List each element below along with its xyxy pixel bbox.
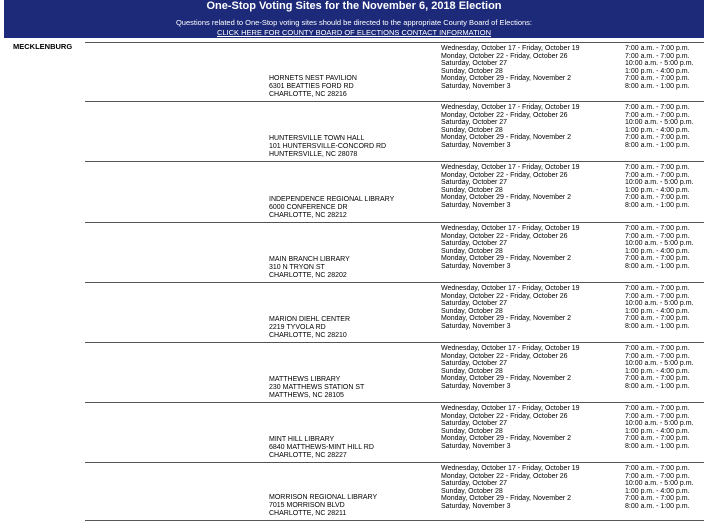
schedule-date-range: Saturday, October 27 [441, 60, 508, 68]
schedule-date-range: Monday, October 22 - Friday, October 26 [441, 292, 568, 300]
schedule-time-range: 7:00 a.m. - 7:00 p.m. [625, 345, 690, 352]
site-location [269, 436, 374, 461]
schedule-date-range: Wednesday, October 17 - Friday, October 19 [441, 225, 580, 232]
schedule-date-range: Sunday, October 28 [441, 247, 503, 255]
schedule-date-range: Monday, October 29 - Friday, November 2 [441, 435, 572, 443]
schedule-date-range: Sunday, October 28 [441, 367, 503, 375]
schedule-date-range: Sunday, October 28 [441, 487, 503, 495]
schedule-time-range: 10:00 a.m. - 5:00 p.m. [625, 240, 694, 248]
schedule-date-range: Saturday, October 27 [441, 360, 508, 368]
schedule-time-range: 8:00 a.m. - 1:00 p.m. [625, 502, 690, 510]
site-schedule-times [625, 405, 693, 450]
site-schedule-times [625, 45, 693, 90]
site-schedule-dates [441, 465, 580, 510]
schedule-date-range: Monday, October 29 - Friday, November 2 [441, 375, 572, 383]
site-schedule-dates [441, 104, 580, 149]
schedule-date-range: Monday, October 22 - Friday, October 26 [441, 171, 568, 179]
schedule-time-range: 7:00 a.m. - 7:00 p.m. [625, 435, 690, 443]
bottom-divider [85, 520, 704, 521]
site-city: CHARLOTTE, NC 28216 [269, 91, 347, 99]
schedule-time-range: 1:00 p.m. - 4:00 p.m. [625, 427, 690, 435]
schedule-time-range: 1:00 p.m. - 4:00 p.m. [625, 487, 690, 495]
schedule-date-range: Monday, October 22 - Friday, October 26 [441, 111, 568, 119]
site-block [85, 101, 704, 162]
header-subtitle: Questions related to One-Stop voting sites should be directed to the appropriate County Board of Elections: [175, 18, 533, 27]
schedule-date-range: Saturday, October 27 [441, 240, 508, 248]
schedule-time-range: 7:00 a.m. - 7:00 p.m. [625, 134, 690, 142]
site-name: MORRISON REGIONAL LIBRARY [269, 494, 378, 501]
schedule-date-range: Saturday, November 3 [441, 82, 511, 90]
site-schedule-dates [441, 405, 580, 450]
schedule-time-range: 1:00 p.m. - 4:00 p.m. [625, 126, 690, 134]
schedule-date-range: Monday, October 22 - Friday, October 26 [441, 232, 568, 240]
schedule-time-range: 7:00 a.m. - 7:00 p.m. [625, 194, 690, 202]
site-schedule-dates [441, 345, 580, 390]
site-name: MARION DIEHL CENTER [269, 316, 351, 323]
schedule-date-range: Monday, October 22 - Friday, October 26 [441, 352, 568, 360]
schedule-time-range: 7:00 a.m. - 7:00 p.m. [625, 292, 690, 300]
schedule-date-range: Sunday, October 28 [441, 67, 503, 75]
site-address: 6000 CONFERENCE DR [269, 204, 348, 212]
schedule-time-range: 8:00 a.m. - 1:00 p.m. [625, 201, 690, 209]
site-city: CHARLOTTE, NC 28210 [269, 332, 347, 340]
site-address: 310 N TRYON ST [269, 264, 325, 272]
schedule-date-range: Wednesday, October 17 - Friday, October 19 [441, 285, 580, 292]
schedule-date-range: Saturday, November 3 [441, 502, 511, 510]
schedule-date-range: Monday, October 29 - Friday, November 2 [441, 495, 572, 503]
schedule-date-range: Sunday, October 28 [441, 307, 503, 315]
site-name: HORNETS NEST PAVILION [269, 75, 357, 82]
site-schedule-dates [441, 285, 580, 330]
schedule-time-range: 7:00 a.m. - 7:00 p.m. [625, 465, 690, 472]
schedule-time-range: 10:00 a.m. - 5:00 p.m. [625, 360, 694, 368]
site-block [85, 282, 704, 343]
site-city: CHARLOTTE, NC 28211 [269, 510, 347, 518]
schedule-time-range: 7:00 a.m. - 7:00 p.m. [625, 52, 690, 60]
schedule-time-range: 7:00 a.m. - 7:00 p.m. [625, 75, 690, 83]
site-address: 230 MATTHEWS STATION ST [269, 384, 365, 392]
schedule-date-range: Saturday, October 27 [441, 179, 508, 187]
page-title: One-Stop Voting Sites for the November 6, 2018 Election [206, 0, 502, 12]
schedule-time-range: 7:00 a.m. - 7:00 p.m. [625, 104, 690, 111]
site-name: INDEPENDENCE REGIONAL LIBRARY [269, 196, 395, 203]
county-board-contact-link[interactable]: CLICK HERE FOR COUNTY BOARD OF ELECTIONS CONTACT INFORMATION [216, 28, 492, 37]
site-block [85, 222, 704, 283]
schedule-time-range: 1:00 p.m. - 4:00 p.m. [625, 307, 690, 315]
schedule-time-range: 8:00 a.m. - 1:00 p.m. [625, 322, 690, 330]
schedule-date-range: Wednesday, October 17 - Friday, October 19 [441, 465, 580, 472]
schedule-time-range: 7:00 a.m. - 7:00 p.m. [625, 111, 690, 119]
schedule-date-range: Monday, October 29 - Friday, November 2 [441, 255, 572, 263]
schedule-date-range: Wednesday, October 17 - Friday, October 19 [441, 345, 580, 352]
site-location [269, 494, 377, 519]
schedule-time-range: 10:00 a.m. - 5:00 p.m. [625, 60, 694, 68]
site-schedule-dates [441, 225, 580, 270]
site-address: 7015 MORRISON BLVD [269, 502, 345, 510]
schedule-date-range: Saturday, November 3 [441, 141, 511, 149]
schedule-time-range: 7:00 a.m. - 7:00 p.m. [625, 45, 690, 52]
site-location [269, 256, 350, 281]
schedule-date-range: Saturday, October 27 [441, 119, 508, 127]
schedule-time-range: 8:00 a.m. - 1:00 p.m. [625, 262, 690, 270]
schedule-time-range: 8:00 a.m. - 1:00 p.m. [625, 141, 690, 149]
schedule-date-range: Saturday, November 3 [441, 382, 511, 390]
schedule-date-range: Monday, October 29 - Friday, November 2 [441, 194, 572, 202]
schedule-date-range: Wednesday, October 17 - Friday, October 19 [441, 45, 580, 52]
site-city: CHARLOTTE, NC 28212 [269, 212, 347, 220]
schedule-time-range: 7:00 a.m. - 7:00 p.m. [625, 232, 690, 240]
schedule-date-range: Saturday, November 3 [441, 201, 511, 209]
site-address: 2219 TYVOLA RD [269, 324, 326, 332]
site-schedule-times [625, 104, 693, 149]
schedule-date-range: Saturday, October 27 [441, 300, 508, 308]
site-location [269, 135, 386, 160]
site-name: MAIN BRANCH LIBRARY [269, 256, 350, 263]
schedule-date-range: Monday, October 29 - Friday, November 2 [441, 134, 572, 142]
site-schedule-dates [441, 45, 580, 90]
schedule-time-range: 8:00 a.m. - 1:00 p.m. [625, 82, 690, 90]
schedule-date-range: Sunday, October 28 [441, 427, 503, 435]
site-schedule-dates [441, 164, 580, 209]
schedule-time-range: 10:00 a.m. - 5:00 p.m. [625, 179, 694, 187]
schedule-time-range: 7:00 a.m. - 7:00 p.m. [625, 405, 690, 412]
schedule-time-range: 8:00 a.m. - 1:00 p.m. [625, 442, 690, 450]
schedule-date-range: Saturday, October 27 [441, 420, 508, 428]
site-city: MATTHEWS, NC 28105 [269, 392, 344, 400]
schedule-time-range: 7:00 a.m. - 7:00 p.m. [625, 412, 690, 420]
schedule-time-range: 10:00 a.m. - 5:00 p.m. [625, 480, 694, 488]
schedule-time-range: 7:00 a.m. - 7:00 p.m. [625, 495, 690, 503]
site-schedule-times [625, 285, 693, 330]
schedule-time-range: 7:00 a.m. - 7:00 p.m. [625, 352, 690, 360]
schedule-time-range: 1:00 p.m. - 4:00 p.m. [625, 186, 690, 194]
site-address: 6840 MATTHEWS-MINT HILL RD [269, 444, 374, 452]
site-name: MINT HILL LIBRARY [269, 436, 335, 443]
site-city: HUNTERSVILLE, NC 28078 [269, 151, 358, 159]
schedule-date-range: Wednesday, October 17 - Friday, October 19 [441, 104, 580, 111]
schedule-time-range: 10:00 a.m. - 5:00 p.m. [625, 300, 694, 308]
site-schedule-times [625, 164, 693, 209]
schedule-time-range: 10:00 a.m. - 5:00 p.m. [625, 119, 694, 127]
site-schedule-times [625, 345, 693, 390]
schedule-date-range: Sunday, October 28 [441, 126, 503, 134]
county-name: MECKLENBURG [13, 42, 73, 51]
schedule-time-range: 7:00 a.m. - 7:00 p.m. [625, 255, 690, 263]
schedule-date-range: Monday, October 29 - Friday, November 2 [441, 315, 572, 323]
schedule-date-range: Saturday, November 3 [441, 262, 511, 270]
schedule-time-range: 7:00 a.m. - 7:00 p.m. [625, 164, 690, 171]
schedule-date-range: Monday, October 29 - Friday, November 2 [441, 75, 572, 83]
schedule-time-range: 1:00 p.m. - 4:00 p.m. [625, 367, 690, 375]
schedule-time-range: 10:00 a.m. - 5:00 p.m. [625, 420, 694, 428]
site-address: 6301 BEATTIES FORD RD [269, 83, 354, 91]
site-block [85, 42, 704, 102]
schedule-time-range: 1:00 p.m. - 4:00 p.m. [625, 247, 690, 255]
site-location [269, 376, 364, 401]
site-city: CHARLOTTE, NC 28202 [269, 272, 347, 280]
site-location [269, 75, 357, 100]
schedule-date-range: Wednesday, October 17 - Friday, October 19 [441, 405, 580, 412]
schedule-time-range: 7:00 a.m. - 7:00 p.m. [625, 315, 690, 323]
site-address: 101 HUNTERSVILLE-CONCORD RD [269, 143, 387, 151]
schedule-time-range: 8:00 a.m. - 1:00 p.m. [625, 382, 690, 390]
schedule-date-range: Monday, October 22 - Friday, October 26 [441, 472, 568, 480]
schedule-date-range: Sunday, October 28 [441, 186, 503, 194]
schedule-date-range: Saturday, October 27 [441, 480, 508, 488]
site-name: MATTHEWS LIBRARY [269, 376, 341, 383]
site-schedule-times [625, 465, 693, 510]
schedule-time-range: 7:00 a.m. - 7:00 p.m. [625, 171, 690, 179]
site-schedule-times [625, 225, 693, 270]
site-block [85, 462, 704, 521]
schedule-date-range: Saturday, November 3 [441, 322, 511, 330]
site-block [85, 342, 704, 403]
site-block [85, 161, 704, 223]
site-block [85, 402, 704, 463]
site-name: HUNTERSVILLE TOWN HALL [269, 135, 365, 142]
schedule-date-range: Monday, October 22 - Friday, October 26 [441, 52, 568, 60]
site-location [269, 316, 350, 341]
schedule-time-range: 7:00 a.m. - 7:00 p.m. [625, 225, 690, 232]
schedule-time-range: 1:00 p.m. - 4:00 p.m. [625, 67, 690, 75]
schedule-date-range: Wednesday, October 17 - Friday, October 19 [441, 164, 580, 171]
schedule-date-range: Saturday, November 3 [441, 442, 511, 450]
site-city: CHARLOTTE, NC 28227 [269, 452, 347, 460]
page-header [4, 0, 704, 38]
schedule-date-range: Monday, October 22 - Friday, October 26 [441, 412, 568, 420]
schedule-time-range: 7:00 a.m. - 7:00 p.m. [625, 375, 690, 383]
schedule-time-range: 7:00 a.m. - 7:00 p.m. [625, 285, 690, 292]
site-location [269, 196, 394, 221]
schedule-time-range: 7:00 a.m. - 7:00 p.m. [625, 472, 690, 480]
